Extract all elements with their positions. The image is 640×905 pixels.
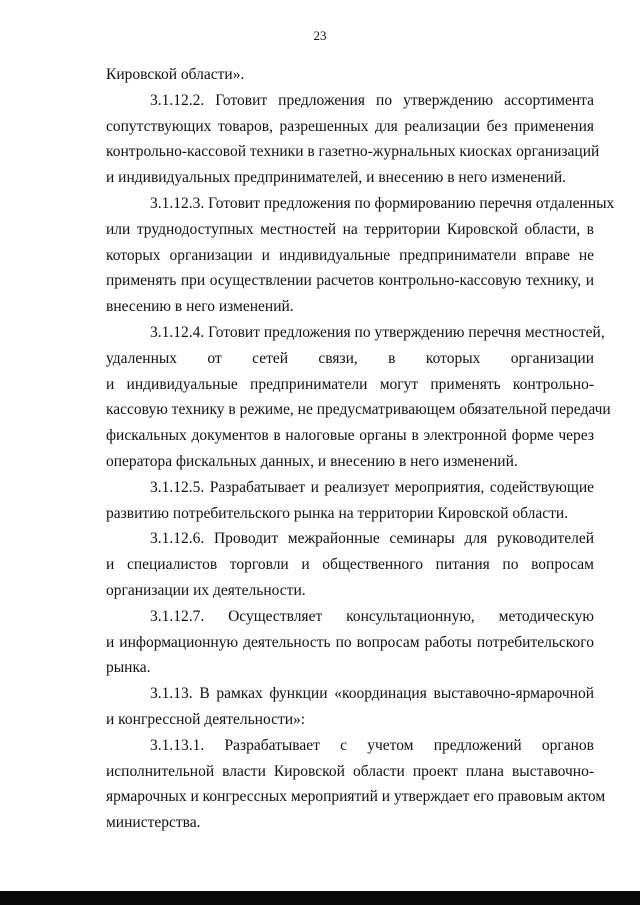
text-line: и индивидуальных предпринимателей, и внесению в него изменений. [106, 169, 566, 187]
text-line: исполнительной власти Кировской области проект плана выставочно- [106, 762, 594, 780]
text-line: министерства. [106, 814, 201, 832]
text-line: и конгрессной деятельности»: [106, 710, 306, 728]
text-line: или труднодоступных местностей на территории Кировской области, в [106, 220, 594, 238]
text-line: 3.1.12.3. Готовит предложения по формированию перечня отдаленных [150, 194, 615, 212]
text-line: которых организации и индивидуальные предприниматели вправе не [106, 246, 594, 264]
text-line: удаленных от сетей связи, в которых организации [106, 349, 594, 367]
text-line: 3.1.12.4. Готовит предложения по утверждению перечня местностей, [150, 323, 605, 341]
text-line: фискальных документов в налоговые органы в электронной форме через [106, 427, 594, 445]
page-number: 23 [313, 28, 327, 43]
text-line: 3.1.13.1. Разрабатывает с учетом предложений органов [150, 736, 594, 754]
text-line: 3.1.12.5. Разрабатывает и реализует мероприятия, содействующие [150, 478, 594, 496]
text-line: контрольно-кассовой техники в газетно-журнальных киосках организаций [106, 143, 600, 161]
text-line: ярмарочных и конгрессных мероприятий и утверждает его правовым актом [106, 788, 606, 806]
text-line: 3.1.12.7. Осуществляет консультационную, методическую [150, 607, 594, 625]
text-line: оператора фискальных данных, и внесению в него изменений. [106, 452, 518, 470]
text-line: внесению в него изменений. [106, 298, 294, 316]
text-line: Кировской области». [106, 66, 245, 83]
text-line: развитию потребительского рынка на территории Кировской области. [106, 504, 569, 522]
text-line: организации их деятельности. [106, 581, 306, 599]
text-line: сопутствующих товаров, разрешенных для реализации без применения [106, 117, 594, 135]
text-line: 3.1.12.6. Проводит межрайонные семинары для руководителей [150, 530, 594, 548]
text-line: и индивидуальные предприниматели могут применять контрольно- [106, 375, 594, 393]
text-line: рынка. [106, 659, 151, 677]
text-line: применять при осуществлении расчетов контрольно-кассовую технику, и [106, 272, 594, 290]
scan-bottom-border [0, 891, 640, 905]
text-line: и информационную деятельность по вопросам работы потребительского [106, 633, 594, 651]
text-line: 3.1.12.2. Готовит предложения по утверждению ассортимента [150, 91, 594, 109]
text-line: и специалистов торговли и общественного питания по вопросам [106, 556, 594, 574]
text-line: 3.1.13. В рамках функции «координация выставочно-ярмарочной [150, 685, 594, 703]
text-line: кассовую технику в режиме, не предусматривающем обязательной передачи [106, 401, 611, 419]
document-body [106, 62, 615, 836]
